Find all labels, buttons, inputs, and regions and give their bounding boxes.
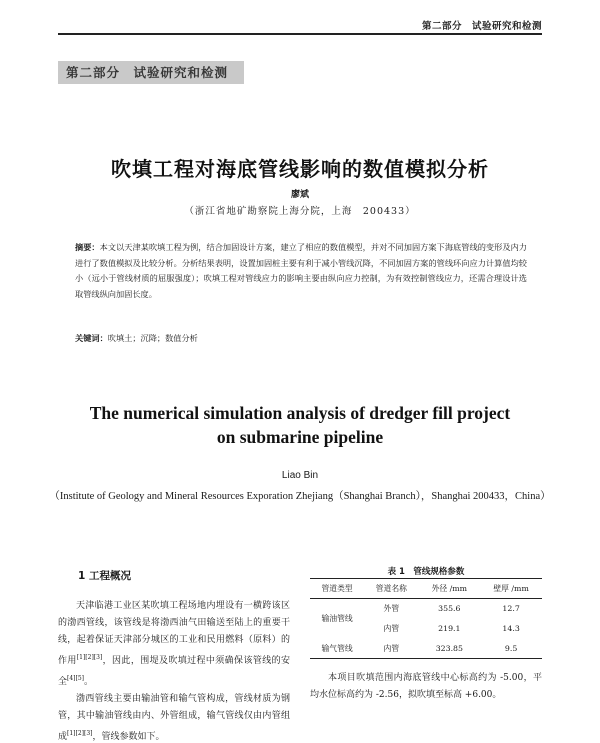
citation: [1][2][3] — [67, 730, 93, 737]
table-header-row — [310, 579, 542, 599]
table-cell: 输油管线 — [321, 614, 353, 624]
table-header-cell: 外径 /mm — [418, 579, 480, 599]
table-cell: 输气管线 — [310, 639, 364, 659]
table-row — [310, 599, 542, 619]
table-header-cell: 管道类型 — [310, 579, 364, 599]
english-affiliation: （Institute of Geology and Mineral Resources Exporation Zhejiang（Shanghai Branch），Shanghai 200433，China） — [49, 491, 551, 502]
chinese-keywords — [75, 333, 527, 344]
table-cell: 12.7 — [502, 604, 520, 614]
pipeline-spec-table — [310, 578, 542, 659]
table-cell: 355.6 — [438, 604, 461, 614]
keywords-text: 吹填土；沉降；数值分析 — [107, 333, 198, 343]
english-title-line2: on submarine pipeline — [216, 427, 384, 447]
english-title — [0, 401, 600, 449]
table-cell: 内管 — [364, 639, 418, 659]
body-right-column — [310, 670, 542, 704]
english-author: Liao Bin — [281, 470, 319, 481]
table-cell: 外管 — [383, 604, 400, 614]
header-rule — [58, 33, 542, 35]
citation: [4][5] — [67, 675, 85, 682]
chinese-title: 吹填工程对海底管线影响的数值模拟分析 — [111, 157, 489, 181]
table-cell: 内管 — [383, 624, 400, 633]
table-cell: 9.5 — [480, 639, 542, 659]
chinese-abstract — [75, 240, 527, 302]
body-paragraph: 渤西管线主要由输油管和输气管构成，管线材质为钢管，其中输油管线由内、外管组成，输气管线仅由内管组成[1][2][3]，管线参数如下。 — [58, 694, 290, 742]
abstract-text: 本文以天津某吹填工程为例，结合加固设计方案，建立了相应的数值模型，并对不同加固方案下海底管线的变形及内力进行了数值模拟及比较分析。分析结果表明，设置加固桩主要有利于减小管线沉降，不同加固方案的管线环向应力计算值均较小（远小于管线材质的屈服强度）；吹填工程对管线应力的影响主要由纵向应力控制，为有效控制管线应力，还需合理设计选取管线纵向加固长度。 — [75, 242, 527, 299]
table-header-cell: 管道名称 — [364, 579, 418, 599]
body-paragraph: 本项目吹填范围内海底管线中心标高约为 -5.00，平均水位标高约为 -2.56，拟吹填至标高 +6.00。 — [310, 673, 542, 700]
citation: [1][2][3] — [76, 654, 103, 661]
table-cell: 14.3 — [502, 624, 520, 633]
abstract-label: 摘要： — [75, 242, 100, 252]
table-caption: 表 1 管线规格参数 — [387, 567, 465, 577]
table-header-cell: 壁厚 /mm — [480, 579, 542, 599]
chinese-affiliation: （浙江省地矿勘察院上海分院，上海 200433） — [184, 206, 416, 217]
section-banner: 第二部分 试验研究和检测 — [58, 61, 244, 84]
running-header: 第二部分 试验研究和检测 — [421, 21, 542, 32]
body-left-column — [58, 598, 290, 743]
english-title-line1: The numerical simulation analysis of dredger fill project — [89, 403, 511, 423]
chinese-author: 廖斌 — [290, 190, 309, 200]
table-cell: 219.1 — [438, 624, 461, 633]
keywords-label: 关键词： — [75, 333, 108, 343]
section-heading: 1 工程概况 — [78, 570, 131, 582]
table-cell: 323.85 — [418, 639, 480, 659]
table-row — [310, 639, 542, 659]
body-paragraph: 天津临港工业区某吹填工程场地内埋设有一横跨该区的渤西管线，该管线是将渤西油气田输送至陆上的重要干线，起着保证天津部分城区的工业和民用燃料（原料）的作用[1][2][3]，因此，围堤及吹填过程中须确保该管线的安全[4][5]。 — [58, 601, 290, 687]
